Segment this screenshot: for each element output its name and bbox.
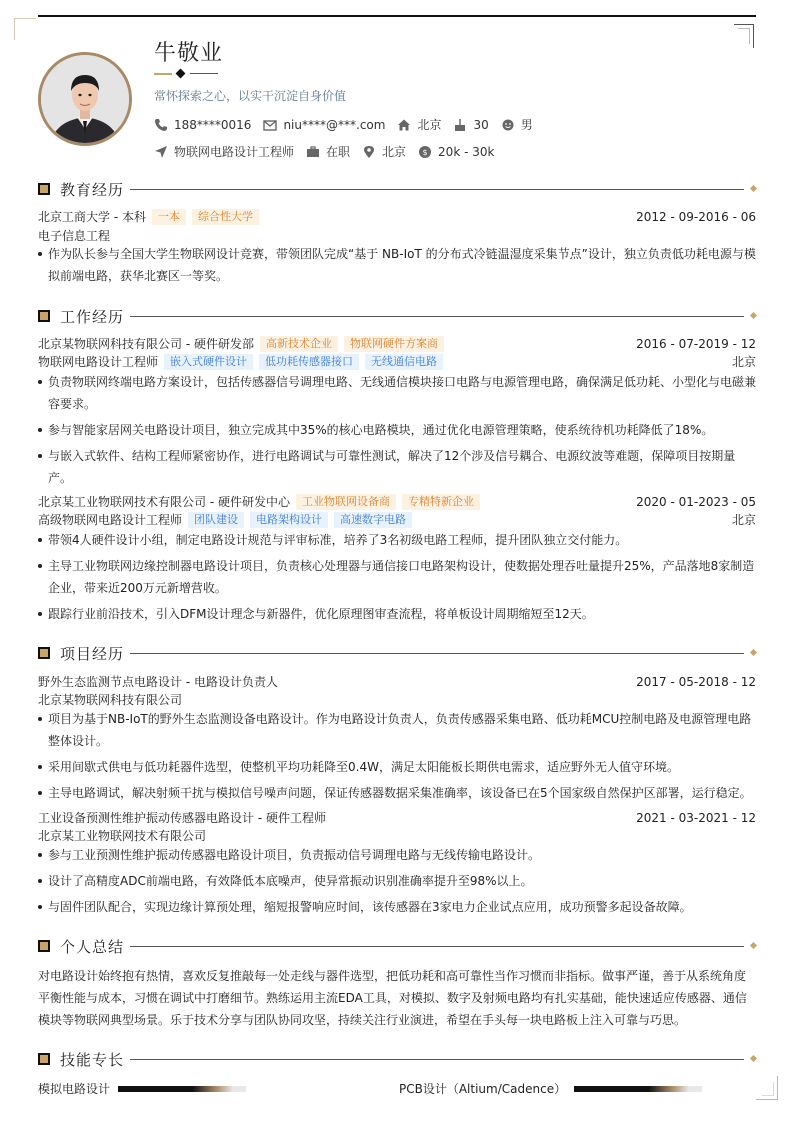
skill-tag: 电路架构设计: [250, 512, 328, 528]
section-header-skills: [38, 1049, 756, 1069]
work-header: [38, 335, 756, 352]
project-bullet: 主导电路调试，解决射频干扰与模拟信号噪声问题，保证传感器数据采集准确率，该设备已在5个国家级自然保护区部署，运行稳定。: [38, 782, 756, 804]
skill-bar: [118, 1086, 246, 1092]
email-address: niu****@***.com: [283, 117, 386, 132]
work-bullet: 负责物联网终端电路方案设计，包括传感器信号调理电路、无线通信模块接口电路与电源管理电路，确保满足低功耗、小型化与电磁兼容要求。: [38, 371, 756, 415]
gender: 男: [520, 118, 533, 132]
project-header: [38, 673, 756, 690]
project-org: 北京某物联网科技有限公司: [38, 693, 183, 707]
work-bullet: 参与智能家居网关电路设计项目，独立完成其中35%的核心电路模块，通过优化电源管理策略，使系统待机功耗降低了18%。: [38, 419, 756, 441]
work-city: 北京: [731, 513, 756, 527]
skill-name: PCB设计（Altium/Cadence）: [399, 1082, 567, 1096]
location-icon: [362, 145, 376, 159]
project-bullet: 设计了高精度ADC前端电路，有效降低本底噪声，使异常振动识别准确率提升至98%以上。: [38, 870, 756, 892]
project-name: 野外生态监测节点电路设计 - 电路设计负责人: [38, 675, 278, 689]
skill-tag: 团队建设: [188, 512, 244, 528]
contact-row: [154, 116, 545, 133]
project-bullet: 采用间歇式供电与低功耗器件选型，使整机平均功耗降至0.4W，满足太阳能板长期供电需求，适应野外无人值守环境。: [38, 756, 756, 778]
education-header: [38, 208, 756, 225]
company-name: 北京某工业物联网技术有限公司 - 硬件研发中心: [38, 495, 290, 509]
section-header-summary: [38, 936, 756, 956]
project-bullet: 参与工业预测性维护振动传感器电路设计项目，负责振动信号调理电路与无线传输电路设计。: [38, 844, 756, 866]
skill-item: [38, 1080, 246, 1097]
section-title: 个人总结: [60, 938, 125, 956]
school-tag: 综合性大学: [192, 209, 259, 225]
skill-bar: [574, 1086, 702, 1092]
work-bullet: 与嵌入式软件、结构工程师紧密协作，进行电路调试与可靠性测试，解决了12个涉及信号耦合、电源纹波等难题，保障项目按期量产。: [38, 445, 756, 489]
section-title: 教育经历: [60, 181, 125, 199]
work-bullet: 带领4人硬件设计小组，制定电路设计规范与评审标准，培养了3名初级电路工程师，提升团队独立交付能力。: [38, 529, 756, 551]
job-title: 高级物联网电路设计工程师: [38, 513, 183, 527]
skill-tag: 低功耗传感器接口: [259, 354, 359, 370]
phone-icon: [154, 118, 168, 132]
send-icon: [154, 145, 168, 159]
phone-number: 188****0016: [174, 117, 252, 132]
education-period: 2012 - 09-2016 - 06: [636, 209, 756, 224]
work-city: 北京: [731, 355, 756, 369]
project-org: 北京某工业物联网技术有限公司: [38, 829, 207, 843]
city: 北京: [417, 118, 442, 132]
section-title: 技能专长: [60, 1051, 125, 1069]
section-header-work: [38, 306, 756, 326]
job-title: 物联网电路设计工程师: [38, 355, 159, 369]
work-title-row: [38, 511, 756, 528]
avatar: [38, 52, 132, 146]
expected-salary: 20k - 30k: [438, 144, 495, 159]
project-period: 2017 - 05-2018 - 12: [636, 674, 756, 689]
school-tag: 一本: [152, 209, 186, 225]
skill-tag: 无线通信电路: [365, 354, 443, 370]
section-title: 项目经历: [60, 645, 125, 663]
section-header-education: [38, 179, 756, 199]
company-tag: 物联网硬件方案商: [344, 336, 444, 352]
skill-item: [399, 1080, 702, 1097]
candidate-name: 牛敬业: [154, 41, 224, 66]
summary-text: 对电路设计始终抱有热情，喜欢反复推敲每一处走线与器件选型，把低功耗和高可靠性当作习惯而非指标。做事严谨，善于从系统角度平衡性能与成本，习惯在调试中打磨细节。熟练运用主流EDA工具，对模拟、数字及射频电路均有扎实基础，能快速适应传感器、通信模块等物联网典型场景。乐于技术分享与团队协同攻坚，持续关注行业演进，希望在手头每一块电路板上注入可靠与巧思。: [38, 969, 747, 1027]
corner-ornament: [762, 1082, 774, 1096]
skill-bar-fill: [118, 1086, 233, 1092]
section-title: 工作经历: [60, 308, 125, 326]
major: 电子信息工程: [38, 229, 111, 243]
company-tag: 工业物联网设备商: [296, 494, 396, 510]
company-tag: 高新技术企业: [260, 336, 338, 352]
briefcase-icon: [306, 145, 320, 159]
section-header-projects: [38, 643, 756, 663]
cake-icon: [453, 118, 467, 132]
skill-name: 模拟电路设计: [38, 1082, 111, 1096]
project-bullet: 与固件团队配合，实现边缘计算预处理，缩短报警响应时间，该传感器在3家电力企业试点应用，成功预警多起设备故障。: [38, 896, 756, 918]
work-period: 2020 - 01-2023 - 05: [636, 494, 756, 509]
company-tag: 专精特新企业: [402, 494, 480, 510]
corner-ornament: [14, 18, 36, 40]
education-bullet: 作为队长参与全国大学生物联网设计竞赛，带领团队完成“基于 NB-IoT 的分布式冷链温湿度采集节点”设计，独立负责低功耗电源与模拟前端电路，获华北赛区一等奖。: [38, 243, 756, 287]
work-title-row: [38, 353, 756, 370]
skill-bar-fill: [574, 1086, 689, 1092]
svg-text:$: $: [422, 147, 428, 157]
work-header: [38, 493, 756, 510]
target-city: 北京: [382, 145, 407, 159]
work-period: 2016 - 07-2019 - 12: [636, 336, 756, 351]
mail-icon: [263, 118, 277, 132]
school-name: 北京工商大学 - 本科: [38, 210, 146, 224]
project-name: 工业设备预测性维护振动传感器电路设计 - 硬件工程师: [38, 811, 326, 825]
money-icon: [418, 145, 432, 159]
target-position: 物联网电路设计工程师: [174, 145, 295, 159]
work-bullet: 主导工业物联网边缘控制器电路设计项目，负责核心处理器与通信接口电路架构设计，使数据处理吞吐量提升25%，产品落地8家制造企业，带来近200万元新增营收。: [38, 555, 756, 599]
home-icon: [397, 118, 411, 132]
age: 30: [473, 117, 489, 132]
company-name: 北京某物联网科技有限公司 - 硬件研发部: [38, 337, 254, 351]
work-bullet: 跟踪行业前沿技术，引入DFM设计理念与新器件，优化原理图审查流程，将单板设计周期缩短至12天。: [38, 603, 756, 625]
avatar-portrait: [41, 55, 129, 143]
motto: 常怀探索之心，以实干沉淀自身价值: [154, 89, 347, 103]
employment-status: 在职: [326, 145, 351, 159]
name-ornament: [154, 68, 218, 80]
project-bullet: 项目为基于NB-IoT的野外生态监测设备电路设计。作为电路设计负责人，负责传感器采集电路、低功耗MCU控制电路及电源管理电路整体设计。: [38, 708, 756, 752]
top-rule: [38, 15, 756, 17]
skill-tag: 嵌入式硬件设计: [164, 354, 253, 370]
gender-icon: [501, 118, 515, 132]
skill-tag: 高速数字电路: [334, 512, 412, 528]
job-intent-row: [154, 143, 506, 160]
project-period: 2021 - 03-2021 - 12: [636, 810, 756, 825]
project-header: [38, 809, 756, 826]
corner-ornament: [738, 28, 750, 44]
